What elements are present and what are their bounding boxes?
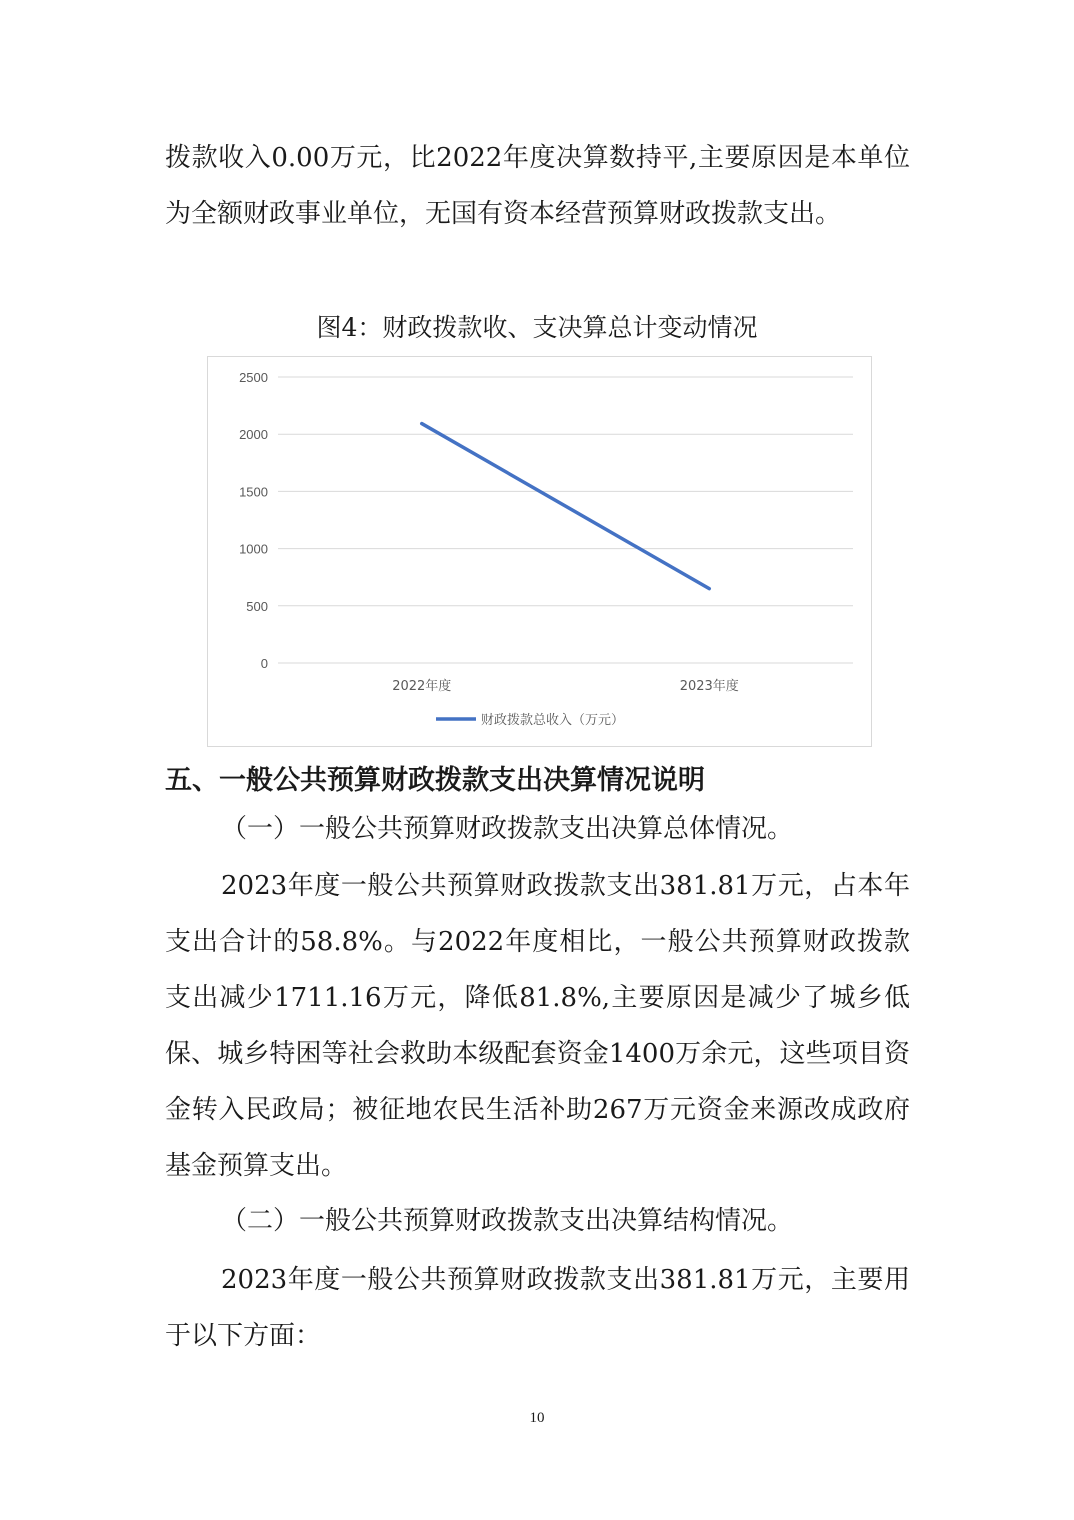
x-tick-label: 2022年度 (392, 679, 452, 694)
paragraph-intro: 拨款收入0.00万元，比2022年度决算数持平,主要原因是本单位为全额财政事业单位，无国有资本经营预算财政拨款支出。 (165, 143, 910, 229)
y-tick-label: 2500 (239, 370, 268, 385)
chart-svg (208, 357, 871, 746)
figure-caption: 图4：财政拨款收、支决算总计变动情况 (316, 313, 758, 342)
series-line (422, 424, 710, 589)
subheading-structure: （二）一般公共预算财政拨款支出决算结构情况。 (221, 1206, 794, 1236)
y-tick-label: 2000 (239, 427, 268, 443)
y-tick-label: 0 (260, 656, 268, 671)
page-number: 10 (529, 1410, 545, 1426)
y-tick-label: 1500 (239, 484, 268, 500)
paragraph-structure: 2023年度一般公共预算财政拨款支出381.81万元，主要用于以下方面： (165, 1265, 910, 1351)
line-chart (207, 356, 872, 747)
section-heading: 五、一般公共预算财政拨款支出决算情况说明 (165, 765, 705, 796)
paragraph-overall: 2023年度一般公共预算财政拨款支出381.81万元，占本年支出合计的58.8%。与2022年度相比，一般公共预算财政拨款支出减少1711.16万元，降低81.8%,主要原因是减少了城乡低保、城乡特困等社会救助本级配套资金1400万余元，这些项目资金转入民政局；被征地农民生活补助267万元资金来源改成政府基金预算支出。 (165, 871, 910, 1181)
x-tick-label: 2023年度 (679, 679, 739, 694)
y-tick-label: 500 (246, 598, 268, 614)
subheading-overall: （一）一般公共预算财政拨款支出决算总体情况。 (221, 814, 794, 844)
legend-label: 财政拨款总收入（万元） (481, 713, 625, 728)
y-tick-label: 1000 (239, 541, 268, 557)
